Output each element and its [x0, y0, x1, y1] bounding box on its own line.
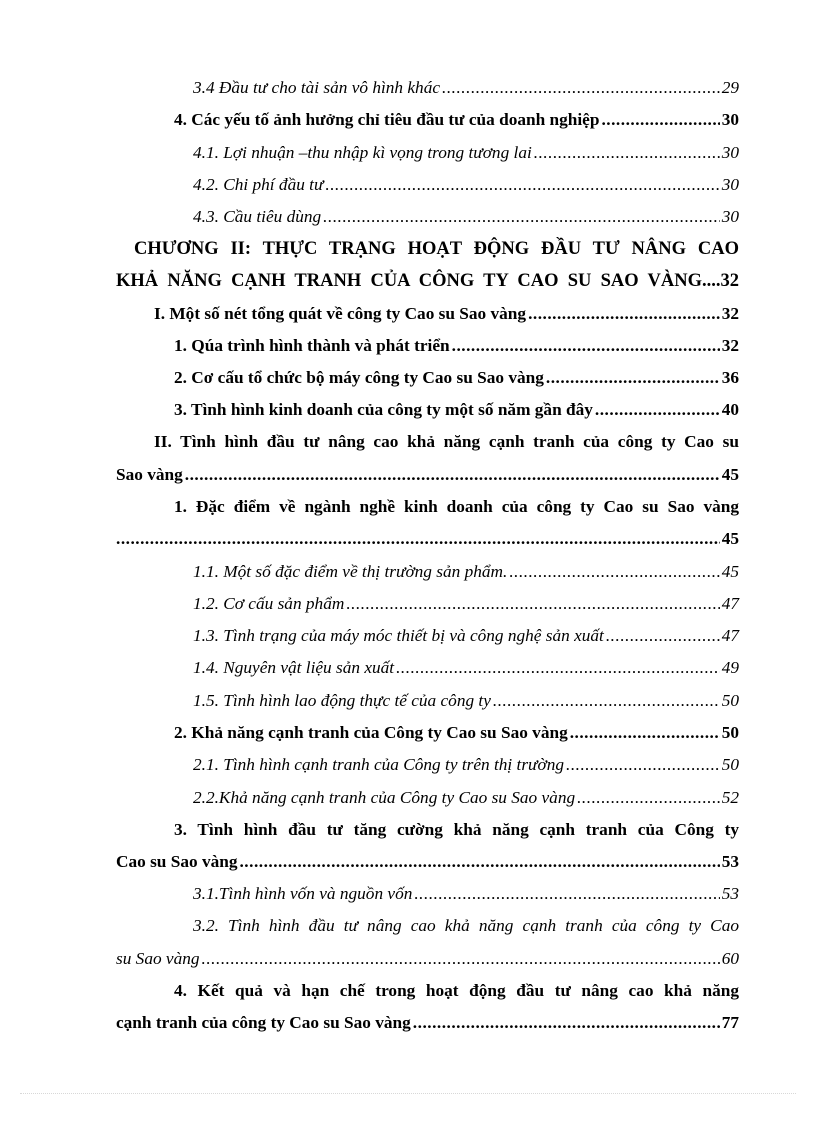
toc-entry-4[interactable] [174, 108, 739, 132]
toc-leader-dots [116, 527, 720, 551]
page-footer-rule [20, 1093, 796, 1094]
toc-leader-dots [323, 205, 720, 229]
toc-leader-dots [570, 721, 720, 745]
toc-entry-3-4[interactable] [193, 76, 739, 100]
toc-entry-title: cạnh tranh của công ty Cao su Sao vàng [116, 1013, 411, 1032]
toc-entry-title: 4. Các yếu tố ảnh hưởng chỉ tiêu đầu tư của doanh nghiệp [174, 110, 600, 129]
toc-entry-title: 1.4. Nguyên vật liệu sản xuất [193, 658, 395, 677]
toc-entry-page: 50 [721, 691, 739, 710]
toc-entry-II-3-line2[interactable] [116, 850, 739, 874]
toc-leader-dots [493, 689, 720, 713]
toc-entry-I[interactable] [154, 302, 739, 326]
toc-leader-dots [396, 656, 720, 680]
toc-entry-II-line2[interactable] [116, 463, 739, 487]
toc-leader-dots [546, 366, 720, 390]
toc-leader-dots [325, 173, 719, 197]
toc-entry-title: I. Một số nét tổng quát về công ty Cao su Sao vàng [154, 304, 527, 323]
toc-leader-dots [413, 1011, 720, 1035]
toc-entry-4-2[interactable] [193, 173, 739, 197]
toc-entry-title: 1. Qúa trình hình thành và phát triển [174, 336, 450, 355]
toc-entry-1-2[interactable] [193, 592, 739, 616]
toc-entry-page: 45 [721, 465, 739, 484]
toc-leader-dots [601, 108, 719, 132]
toc-entry-page: 49 [721, 658, 739, 677]
toc-entry-II-3-line1[interactable]: 3. Tình hình đầu tư tăng cường khả năng cạnh tranh của Công ty [174, 820, 739, 839]
toc-entry-title: 1.3. Tình trạng của máy móc thiết bị và công nghệ sản xuất [193, 626, 604, 645]
toc-entry-title: 4.1. Lợi nhuận –thu nhập kì vọng trong tương lai [193, 143, 532, 162]
toc-entry-page: 30 [721, 143, 739, 162]
toc-leader-dots [534, 141, 720, 165]
toc-leader-dots [346, 592, 719, 616]
toc-leader-dots [414, 882, 719, 906]
toc-leader-dots [509, 560, 719, 584]
toc-entry-1-5[interactable] [193, 689, 739, 713]
toc-entry-page: 32 [721, 304, 739, 323]
chapter-heading-line2[interactable]: KHẢ NĂNG CẠNH TRANH CỦA CÔNG TY CAO SU SAO VÀNG....32 [116, 271, 739, 291]
toc-entry-page: 30 [721, 207, 739, 226]
toc-entry-4-1[interactable] [193, 141, 739, 165]
toc-entry-title: 4.3. Cầu tiêu dùng [193, 207, 322, 226]
toc-entry-page: 40 [721, 400, 739, 419]
toc-entry-title: 2.1. Tình hình cạnh tranh của Công ty trên thị trường [193, 755, 564, 774]
toc-entry-3-2-line1[interactable]: 3.2. Tình hình đầu tư nâng cao khả năng cạnh tranh của công ty Cao [193, 916, 739, 935]
toc-entry-page: 60 [721, 949, 739, 968]
toc-entry-page: 52 [721, 788, 739, 807]
toc-leader-dots [566, 753, 720, 777]
toc-entry-title: 2. Khả năng cạnh tranh của Công ty Cao su Sao vàng [174, 723, 568, 742]
toc-entry-title: 3.4 Đầu tư cho tài sản vô hình khác [193, 78, 441, 97]
toc-entry-title: 1.5. Tình hình lao động thực tế của công ty [193, 691, 491, 710]
toc-entry-3-2-line2[interactable] [116, 947, 739, 971]
toc-entry-page: 45 [721, 562, 739, 581]
toc-entry-title: 2.2.Khả năng cạnh tranh của Công ty Cao su Sao vàng [193, 788, 576, 807]
toc-entry-page: 53 [721, 852, 739, 871]
toc-entry-II-1-line2[interactable] [116, 527, 739, 551]
toc-entry-title: 1.2. Cơ cấu sản phẩm [193, 594, 345, 613]
toc-entry-2[interactable] [174, 366, 739, 390]
toc-leader-dots [202, 947, 720, 971]
toc-entry-page: 32 [721, 336, 739, 355]
toc-entry-page: 50 [721, 723, 739, 742]
toc-entry-page: 47 [721, 626, 739, 645]
chapter-heading-line1[interactable]: CHƯƠNG II: THỰC TRẠNG HOẠT ĐỘNG ĐẦU TƯ NÂNG CAO [134, 239, 739, 259]
toc-entry-page: 45 [721, 529, 739, 548]
toc-leader-dots [452, 334, 720, 358]
toc-leader-dots [577, 786, 720, 810]
toc-entry-title: Cao su Sao vàng [116, 852, 238, 871]
toc-entry-4-3[interactable] [193, 205, 739, 229]
toc-entry-page: 50 [721, 755, 739, 774]
toc-entry-II-4-line2[interactable] [116, 1011, 739, 1035]
toc-leader-dots [239, 850, 719, 874]
toc-entry-page: 30 [721, 110, 739, 129]
toc-entry-page: 30 [721, 175, 739, 194]
toc-leader-dots [185, 463, 720, 487]
toc-entry-1-3[interactable] [193, 624, 739, 648]
toc-entry-title: su Sao vàng [116, 949, 200, 968]
toc-entry-1-1[interactable] [193, 560, 739, 584]
toc-leader-dots [595, 398, 720, 422]
toc-leader-dots [528, 302, 720, 326]
toc-entry-title: 1.1. Một số đặc điểm về thị trường sản phẩm. [193, 562, 508, 581]
toc-entry-page: 29 [721, 78, 739, 97]
toc-entry-title: 3. Tình hình kinh doanh của công ty một số năm gần đây [174, 400, 593, 419]
toc-entry-page: 36 [721, 368, 739, 387]
toc-entry-title: 4.2. Chi phí đầu tư [193, 175, 324, 194]
toc-entry-II-2[interactable] [174, 721, 739, 745]
toc-entry-II-line1[interactable]: II. Tình hình đầu tư nâng cao khả năng cạnh tranh của công ty Cao su [154, 432, 739, 451]
toc-entry-II-1-line1[interactable]: 1. Đặc điểm về ngành nghề kinh doanh của công ty Cao su Sao vàng [174, 497, 739, 516]
toc-entry-page: 77 [721, 1013, 739, 1032]
toc-entry-1[interactable] [174, 334, 739, 358]
toc-entry-page: 53 [721, 884, 739, 903]
toc-entry-3[interactable] [174, 398, 739, 422]
toc-entry-3-1[interactable] [193, 882, 739, 906]
toc-entry-2-1[interactable] [193, 753, 739, 777]
toc-entry-page: 47 [721, 594, 739, 613]
toc-entry-title: Sao vàng [116, 465, 183, 484]
toc-leader-dots [606, 624, 720, 648]
toc-entry-1-4[interactable] [193, 656, 739, 680]
toc-entry-II-4-line1[interactable]: 4. Kết quả và hạn chế trong hoạt động đầu tư nâng cao khả năng [174, 981, 739, 1000]
toc-entry-title: 3.1.Tình hình vốn và nguồn vốn [193, 884, 413, 903]
toc-entry-2-2[interactable] [193, 786, 739, 810]
toc-leader-dots [442, 76, 720, 100]
toc-entry-title: 2. Cơ cấu tổ chức bộ máy công ty Cao su Sao vàng [174, 368, 544, 387]
